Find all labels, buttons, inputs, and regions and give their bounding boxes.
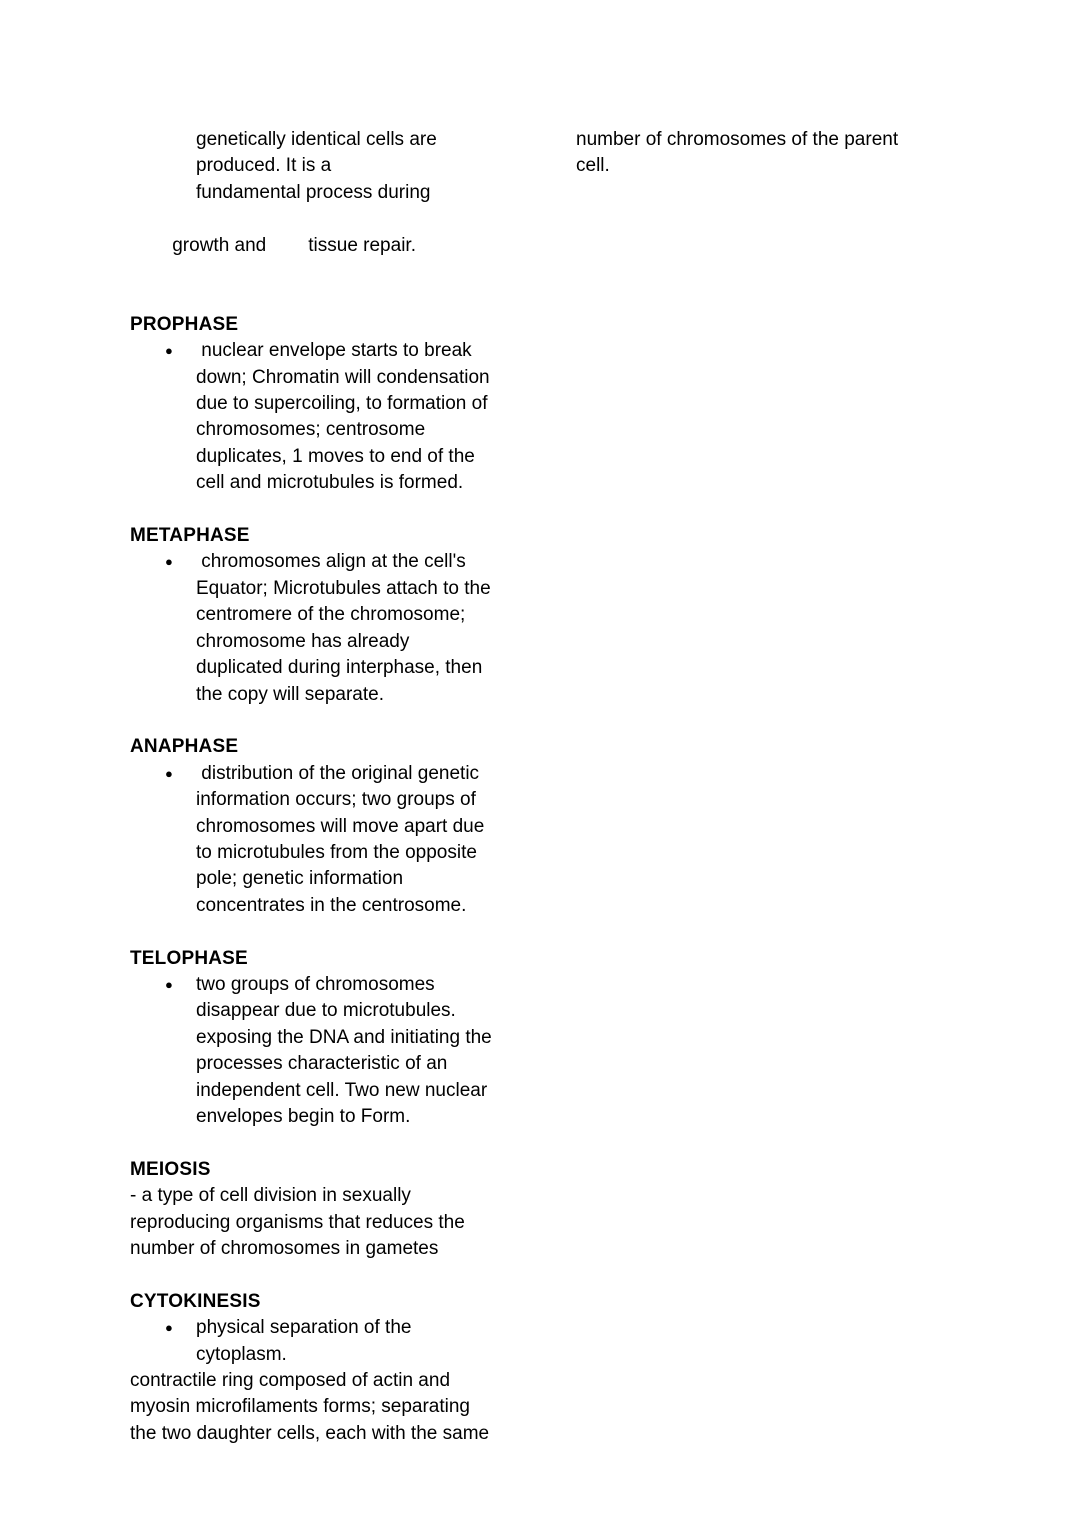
section-heading: PROPHASE [130,313,239,335]
list-item-text [196,549,530,707]
text-line: pole; genetic information [196,868,404,890]
section-telophase [130,946,530,1131]
section-heading: MEIOSIS [130,1158,211,1180]
text-line: produced. It is a [196,155,332,177]
text-line: cell and microtubules is formed. [196,472,464,494]
text-line: information occurs; two groups of [196,789,476,811]
text-line: the two daughter cells, each with the same [130,1422,490,1444]
text-line: number of chromosomes in gametes [130,1237,439,1259]
text-line: chromosome has already [196,630,410,652]
text-line: duplicates, 1 moves to end of the [196,445,475,467]
text-line: - a type of cell division in sexually [130,1185,411,1207]
text-line: reproducing organisms that reduces the [130,1211,465,1233]
text-line: chromosomes; centrosome [196,419,426,441]
text-line: down; Chromatin will condensation [196,366,490,388]
text-line: number of chromosomes of the parent [576,129,899,150]
text-line: Equator; Microtubules attach to the [196,577,491,599]
intro-indented-lines [130,127,530,206]
section-meiosis [130,1157,530,1263]
list-item-text [196,338,530,496]
text-line: disappear due to microtubules. [196,1000,456,1022]
list-item-text [196,1315,530,1368]
text-line: distribution of the original genetic [196,762,480,784]
text-line: two groups of chromosomes [196,973,435,995]
intro-last-line [130,206,530,285]
text-line: centromere of the chromosome; [196,604,466,626]
section-prophase [130,312,530,497]
text-line: nuclear envelope starts to break [196,340,472,362]
section-heading: CYTOKINESIS [130,1290,261,1312]
right-column [576,127,976,180]
text-line: concentrates in the centrosome. [196,894,467,916]
bullet-icon: ● [165,976,173,992]
section-metaphase [130,523,530,708]
text-line: cytoplasm. [196,1343,287,1365]
text-line: duplicated during interphase, then [196,657,483,679]
text-line: processes characteristic of an [196,1053,448,1075]
text-line: myosin microfilaments forms; separating [130,1396,470,1418]
bullet-icon: ● [165,1320,173,1336]
intro-last-line-end: tissue repair. [308,234,416,256]
list-item-text [196,761,530,919]
section-paragraph [130,1183,530,1262]
section-heading: TELOPHASE [130,947,248,969]
section-cytokinesis [130,1289,530,1447]
left-column [130,127,530,1447]
list-item [130,1315,530,1368]
text-line: cell. [576,155,610,177]
intro-paragraph [130,127,530,285]
list-item [130,549,530,707]
section-paragraph [130,1368,530,1447]
text-line: fundamental process during [196,181,431,203]
list-item [130,972,530,1130]
section-heading: ANAPHASE [130,736,239,758]
text-line: independent cell. Two new nuclear [196,1079,488,1101]
bullet-icon: ● [165,554,173,570]
text-line: chromosomes align at the cell's [196,551,466,573]
list-item [130,761,530,919]
text-line: the copy will separate. [196,683,384,705]
text-line: genetically identical cells are [196,129,437,150]
text-line: contractile ring composed of actin and [130,1370,451,1391]
intro-last-line-start: growth and [172,234,267,256]
section-anaphase [130,734,530,919]
text-line: to microtubules from the opposite [196,841,477,863]
text-line: exposing the DNA and initiating the [196,1026,492,1048]
text-line: physical separation of the [196,1317,412,1339]
section-heading: METAPHASE [130,525,250,547]
list-item-text [196,972,530,1130]
bullet-icon: ● [165,765,173,781]
text-line: due to supercoiling, to formation of [196,393,488,415]
list-item [130,338,530,496]
bullet-icon: ● [165,343,173,359]
text-line: chromosomes will move apart due [196,815,485,837]
continuation-paragraph [576,127,976,180]
text-line: envelopes begin to Form. [196,1105,411,1127]
